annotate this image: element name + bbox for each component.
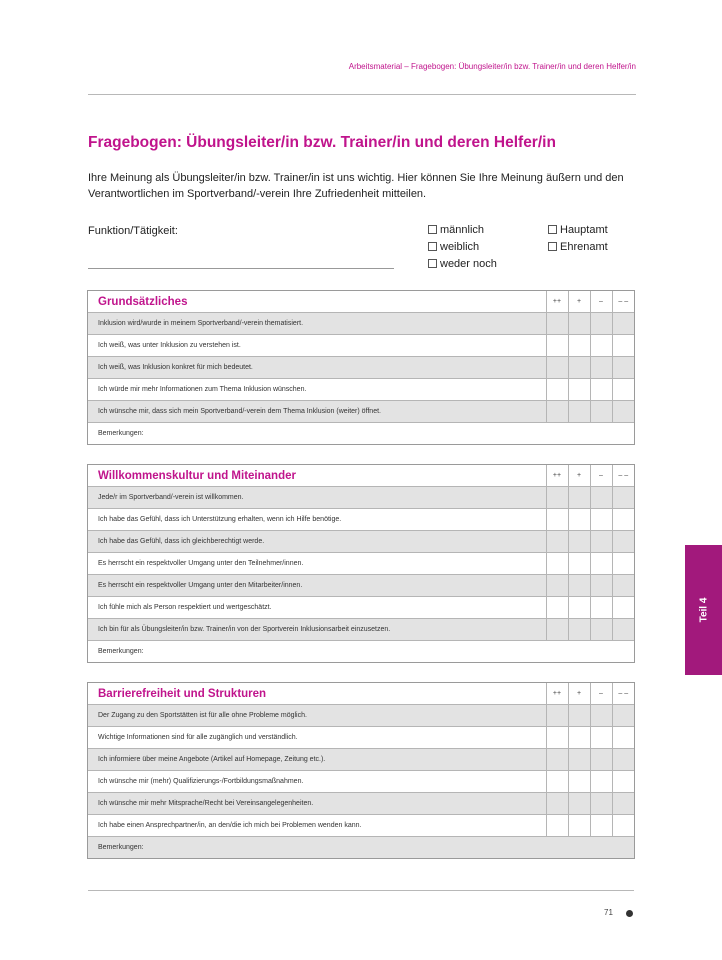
rating-cell[interactable] <box>568 749 590 771</box>
rating-cell[interactable] <box>546 727 568 749</box>
rating-cell[interactable] <box>612 597 634 619</box>
question-text: Ich wünsche mir (mehr) Qualifizierungs-/Fortbildungsmaßnahmen. <box>88 771 546 793</box>
rating-cell[interactable] <box>612 815 634 837</box>
question-row <box>88 815 634 837</box>
rating-cell[interactable] <box>546 749 568 771</box>
rating-cell[interactable] <box>568 771 590 793</box>
rating-cell[interactable] <box>568 619 590 641</box>
rating-cell[interactable] <box>568 531 590 553</box>
remarks-row[interactable] <box>88 837 634 859</box>
rating-header: – <box>590 683 612 705</box>
page-number: 71 <box>604 908 613 917</box>
question-text: Es herrscht ein respektvoller Umgang unter den Mitarbeiter/innen. <box>88 575 546 597</box>
question-text: Ich weiß, was unter Inklusion zu verstehen ist. <box>88 335 546 357</box>
question-row <box>88 401 634 423</box>
question-text: Wichtige Informationen sind für alle zugänglich und verständlich. <box>88 727 546 749</box>
section-willkommenskultur <box>87 464 635 663</box>
rating-cell[interactable] <box>568 815 590 837</box>
rating-cell[interactable] <box>612 575 634 597</box>
rating-cell[interactable] <box>546 335 568 357</box>
section-title: Barrierefreiheit und Strukturen <box>98 687 267 700</box>
question-text: Ich wünsche mir mehr Mitsprache/Recht bei Vereinsangelegenheiten. <box>88 793 546 815</box>
question-row <box>88 793 634 815</box>
rating-header: + <box>568 291 590 313</box>
question-row <box>88 379 634 401</box>
question-text: Ich wünsche mir, dass sich mein Sportverband/-verein dem Thema Inklusion (weiter) öffnet. <box>88 401 546 423</box>
question-text: Ich würde mir mehr Informationen zum Thema Inklusion wünschen. <box>88 379 546 401</box>
rating-cell[interactable] <box>612 793 634 815</box>
rating-cell[interactable] <box>590 793 612 815</box>
section-grundsaetzliches <box>87 290 635 445</box>
section-barrierefreiheit <box>87 682 635 859</box>
question-text: Der Zugang zu den Sportstätten ist für alle ohne Probleme möglich. <box>88 705 546 727</box>
rating-cell[interactable] <box>590 379 612 401</box>
rating-cell[interactable] <box>546 793 568 815</box>
question-row <box>88 357 634 379</box>
rating-cell[interactable] <box>590 357 612 379</box>
rating-cell[interactable] <box>568 487 590 509</box>
question-row <box>88 509 634 531</box>
question-text: Ich habe das Gefühl, dass ich gleichberechtigt werde. <box>88 531 546 553</box>
section-title: Grundsätzliches <box>98 295 188 308</box>
rating-cell[interactable] <box>612 335 634 357</box>
question-row <box>88 487 634 509</box>
rating-header: – – <box>612 291 634 313</box>
rating-cell[interactable] <box>590 727 612 749</box>
role-option-fulltime[interactable]: Hauptamt <box>548 222 608 239</box>
rating-cell[interactable] <box>546 705 568 727</box>
rating-header: + <box>568 683 590 705</box>
rating-cell[interactable] <box>612 531 634 553</box>
rating-cell[interactable] <box>568 357 590 379</box>
rating-header: – <box>590 465 612 487</box>
rating-cell[interactable] <box>590 575 612 597</box>
rating-cell[interactable] <box>590 619 612 641</box>
rating-cell[interactable] <box>546 401 568 423</box>
rating-cell[interactable] <box>546 597 568 619</box>
rating-cell[interactable] <box>546 815 568 837</box>
rating-cell[interactable] <box>546 357 568 379</box>
question-row <box>88 749 634 771</box>
question-row <box>88 619 634 641</box>
checkbox-icon[interactable] <box>428 225 437 234</box>
rating-cell[interactable] <box>590 487 612 509</box>
rating-cell[interactable] <box>612 553 634 575</box>
rating-cell[interactable] <box>612 401 634 423</box>
rating-cell[interactable] <box>568 705 590 727</box>
rating-cell[interactable] <box>612 619 634 641</box>
rating-header: ++ <box>546 291 568 313</box>
rating-cell[interactable] <box>612 379 634 401</box>
question-text: Ich fühle mich als Person respektiert und wertgeschätzt. <box>88 597 546 619</box>
remarks-row[interactable] <box>88 641 634 663</box>
rating-cell[interactable] <box>568 379 590 401</box>
remarks-label[interactable]: Bemerkungen: <box>88 837 634 859</box>
gender-options <box>428 222 497 273</box>
rating-cell[interactable] <box>568 401 590 423</box>
rating-cell[interactable] <box>546 771 568 793</box>
remarks-row[interactable] <box>88 423 634 445</box>
rating-cell[interactable] <box>590 597 612 619</box>
rating-cell[interactable] <box>546 575 568 597</box>
intro-text: Ihre Meinung als Übungsleiter/in bzw. Trainer/in ist uns wichtig. Hier können Sie Ihre Meinung äußern und den Verantwortlichen im Sportverband/-verein Ihre Zufriedenheit mitteilen. <box>88 172 624 200</box>
rating-cell[interactable] <box>612 313 634 335</box>
rating-cell[interactable] <box>612 509 634 531</box>
rating-cell[interactable] <box>546 509 568 531</box>
remarks-label[interactable]: Bemerkungen: <box>88 423 634 445</box>
remarks-label[interactable]: Bemerkungen: <box>88 641 634 663</box>
question-row <box>88 771 634 793</box>
function-input-line[interactable] <box>88 268 394 269</box>
rating-cell[interactable] <box>590 531 612 553</box>
rating-cell[interactable] <box>546 553 568 575</box>
rating-header: ++ <box>546 465 568 487</box>
rating-cell[interactable] <box>590 335 612 357</box>
question-row <box>88 597 634 619</box>
rating-cell[interactable] <box>590 553 612 575</box>
rating-cell[interactable] <box>546 379 568 401</box>
rating-cell[interactable] <box>590 313 612 335</box>
bullet-icon <box>626 910 633 917</box>
rating-cell[interactable] <box>546 619 568 641</box>
rating-header: – <box>590 291 612 313</box>
rating-cell[interactable] <box>568 313 590 335</box>
rating-cell[interactable] <box>590 749 612 771</box>
chapter-tab <box>685 545 722 675</box>
rating-cell[interactable] <box>590 815 612 837</box>
question-row <box>88 727 634 749</box>
rating-header: + <box>568 465 590 487</box>
rating-cell[interactable] <box>568 509 590 531</box>
question-row <box>88 575 634 597</box>
rating-cell[interactable] <box>590 401 612 423</box>
rating-cell[interactable] <box>590 705 612 727</box>
footer-divider <box>88 890 634 891</box>
checkbox-icon[interactable] <box>428 259 437 268</box>
rating-cell[interactable] <box>568 727 590 749</box>
question-row <box>88 335 634 357</box>
function-label: Funktion/Tätigkeit: <box>88 225 178 237</box>
question-text: Ich bin für als Übungsleiter/in bzw. Trainer/in von der Sportverein Inklusionsarbeit einzusetzen. <box>88 619 546 641</box>
rating-header: ++ <box>546 683 568 705</box>
role-options <box>548 222 608 256</box>
rating-cell[interactable] <box>612 705 634 727</box>
rating-cell[interactable] <box>612 487 634 509</box>
rating-cell[interactable] <box>568 793 590 815</box>
section-title: Willkommenskultur und Miteinander <box>98 469 296 482</box>
question-text: Ich habe das Gefühl, dass ich Unterstützung erhalten, wenn ich Hilfe benötige. <box>88 509 546 531</box>
rating-cell[interactable] <box>612 357 634 379</box>
rating-cell[interactable] <box>546 313 568 335</box>
question-row <box>88 531 634 553</box>
rating-cell[interactable] <box>546 531 568 553</box>
question-text: Inklusion wird/wurde in meinem Sportverband/-verein thematisiert. <box>88 313 546 335</box>
checkbox-icon[interactable] <box>428 242 437 251</box>
rating-cell[interactable] <box>546 487 568 509</box>
question-text: Jede/r im Sportverband/-verein ist willkommen. <box>88 487 546 509</box>
gender-option-diverse[interactable]: weder noch <box>428 256 497 273</box>
rating-cell[interactable] <box>568 575 590 597</box>
rating-header: – – <box>612 465 634 487</box>
chapter-tab-label: Teil 4 <box>698 597 709 623</box>
gender-option-female[interactable]: weiblich <box>428 239 497 256</box>
checkbox-icon[interactable] <box>548 225 557 234</box>
question-text: Es herrscht ein respektvoller Umgang unter den Teilnehmer/innen. <box>88 553 546 575</box>
role-option-volunteer[interactable]: Ehrenamt <box>548 239 608 256</box>
rating-header: – – <box>612 683 634 705</box>
rating-cell[interactable] <box>612 727 634 749</box>
question-text: Ich habe einen Ansprechpartner/in, an den/die ich mich bei Problemen wenden kann. <box>88 815 546 837</box>
rating-cell[interactable] <box>568 335 590 357</box>
rating-cell[interactable] <box>590 771 612 793</box>
rating-cell[interactable] <box>612 771 634 793</box>
question-text: Ich weiß, was Inklusion konkret für mich bedeutet. <box>88 357 546 379</box>
question-row <box>88 313 634 335</box>
checkbox-icon[interactable] <box>548 242 557 251</box>
rating-cell[interactable] <box>612 749 634 771</box>
rating-cell[interactable] <box>568 553 590 575</box>
rating-cell[interactable] <box>568 597 590 619</box>
question-row <box>88 553 634 575</box>
question-text: Ich informiere über meine Angebote (Artikel auf Homepage, Zeitung etc.). <box>88 749 546 771</box>
page-title: Fragebogen: Übungsleiter/in bzw. Trainer/in und deren Helfer/in <box>88 134 556 151</box>
gender-option-male[interactable]: männlich <box>428 222 497 239</box>
question-row <box>88 705 634 727</box>
rating-cell[interactable] <box>590 509 612 531</box>
running-header: Arbeitsmaterial – Fragebogen: Übungsleiter/in bzw. Trainer/in und deren Helfer/in <box>348 62 636 71</box>
header-divider <box>88 94 636 95</box>
